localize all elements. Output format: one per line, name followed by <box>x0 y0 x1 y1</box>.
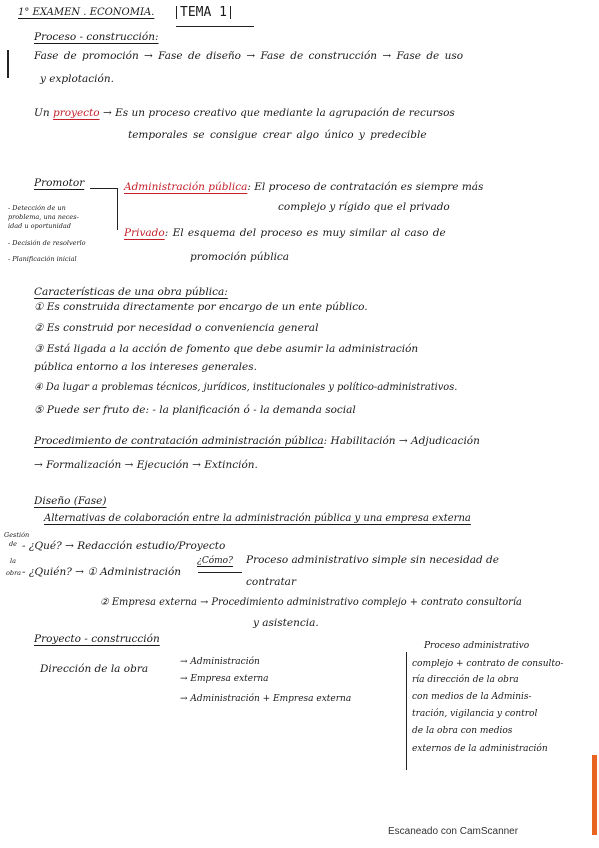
promotor-note-4: - Decisión de resolverlo <box>8 239 86 247</box>
gestion-note-2: de <box>9 540 18 548</box>
privado-row <box>124 228 446 239</box>
proyecto-a: Un <box>34 107 50 119</box>
promotor-connector <box>90 188 118 189</box>
caracteristica-5: ⑤ Puede ser fruto de: - la planificación ó - la demanda social <box>34 404 356 416</box>
note-line-2: complejo + contrato de consulto- <box>412 659 564 669</box>
como-text-2: contratar <box>246 576 296 588</box>
gestion-note-1: Gestión <box>4 531 30 539</box>
proceso-heading: Proceso - construcción: <box>34 31 159 43</box>
direccion-option-2: → Empresa externa <box>180 674 269 684</box>
edge-marker <box>592 755 597 835</box>
procedimiento-row <box>34 436 480 447</box>
diseno-heading: Diseño (Fase) <box>34 495 107 507</box>
margin-mark <box>7 50 9 78</box>
como-arrow <box>198 572 242 573</box>
proyecto-intro <box>34 108 455 119</box>
privado-label: Privado <box>124 227 165 239</box>
privado-text-2: promoción pública <box>190 251 290 263</box>
publica-text-1: : El proceso de contratación es siempre más <box>247 181 484 193</box>
empresa-line-2: y asistencia. <box>253 617 319 629</box>
publica-text-2: complejo y rígido que el privado <box>278 201 450 213</box>
note-line-4: con medios de la Adminis- <box>412 692 532 702</box>
note-line-7: externos de la administración <box>412 744 548 754</box>
gestion-note-3: la <box>10 557 16 565</box>
privado-text-1: : El esquema del proceso es muy similar al caso de <box>164 227 446 239</box>
tema-label: TEMA 1 <box>176 6 231 19</box>
proyecto-construccion-heading: Proyecto - construcción <box>34 633 160 645</box>
procedimiento-heading: Procedimiento de contratación administración pública <box>34 435 324 447</box>
tema-underline <box>176 26 254 27</box>
que-line: - ¿Qué? → Redacción estudio/Proyecto <box>22 540 226 552</box>
scanner-watermark: Escaneado con CamScanner <box>388 826 519 837</box>
promotor-note-2: problema, una neces- <box>8 213 79 221</box>
proyecto-line2: temporales se consigue crear algo único y predecible <box>128 129 427 141</box>
promotor-brace <box>117 188 118 230</box>
procedimiento-line2: → Formalización → Ejecución → Extinción. <box>34 459 258 471</box>
note-brace <box>406 652 407 770</box>
note-line-1: Proceso administrativo <box>424 641 530 651</box>
caracteristica-1: ① Es construida directamente por encargo de un ente público. <box>34 301 368 313</box>
alternativas-heading: Alternativas de colaboración entre la administración pública y una empresa externa <box>44 513 471 524</box>
exam-title: 1° EXAMEN . ECONOMIA. <box>18 7 155 18</box>
gestion-note-4: obra <box>6 569 22 577</box>
promotor-note-3: idad u oportunidad <box>8 222 71 230</box>
publica-row <box>124 182 483 193</box>
caracteristica-4: ④ Da lugar a problemas técnicos, jurídicos, institucionales y político-administrativos. <box>34 382 458 393</box>
como-label: ¿Cómo? <box>197 556 233 566</box>
quien-line: - ¿Quién? → ① Administración <box>22 566 182 578</box>
promotor-note-5: - Planificación inicial <box>8 255 77 263</box>
direccion-label: Dirección de la obra <box>40 663 149 675</box>
proceso-line2: y explotación. <box>40 73 114 85</box>
promotor-note-1: - Detección de un <box>8 204 66 212</box>
direccion-option-3: → Administración + Empresa externa <box>180 694 352 704</box>
empresa-line-1: ② Empresa externa → Procedimiento administrativo complejo + contrato consultoría <box>100 597 522 608</box>
caracteristica-2: ② Es construid por necesidad o conveniencia general <box>34 322 319 334</box>
como-text-1: Proceso administrativo simple sin necesidad de <box>246 554 499 566</box>
note-line-6: de la obra con medios <box>412 726 513 736</box>
promotor-heading: Promotor <box>34 177 85 189</box>
direccion-option-1: → Administración <box>180 657 260 667</box>
procedimiento-line1: : Habilitación → Adjudicación <box>323 435 480 447</box>
proceso-line1: Fase de promoción → Fase de diseño → Fase de construcción → Fase de uso <box>34 50 464 62</box>
publica-label: Administración pública <box>124 181 248 193</box>
caracteristica-3: ③ Está ligada a la acción de fomento que debe asumir la administración <box>34 343 419 355</box>
note-line-5: tración, vigilancia y control <box>412 709 538 719</box>
proyecto-term: proyecto <box>52 107 100 119</box>
caracteristica-3b: pública entorno a los intereses generales. <box>34 361 257 373</box>
proyecto-b: → Es un proceso creativo que mediante la agrupación de recursos <box>102 107 455 119</box>
note-line-3: ría dirección de la obra <box>412 675 519 685</box>
caracteristicas-heading: Características de una obra pública: <box>34 286 228 298</box>
